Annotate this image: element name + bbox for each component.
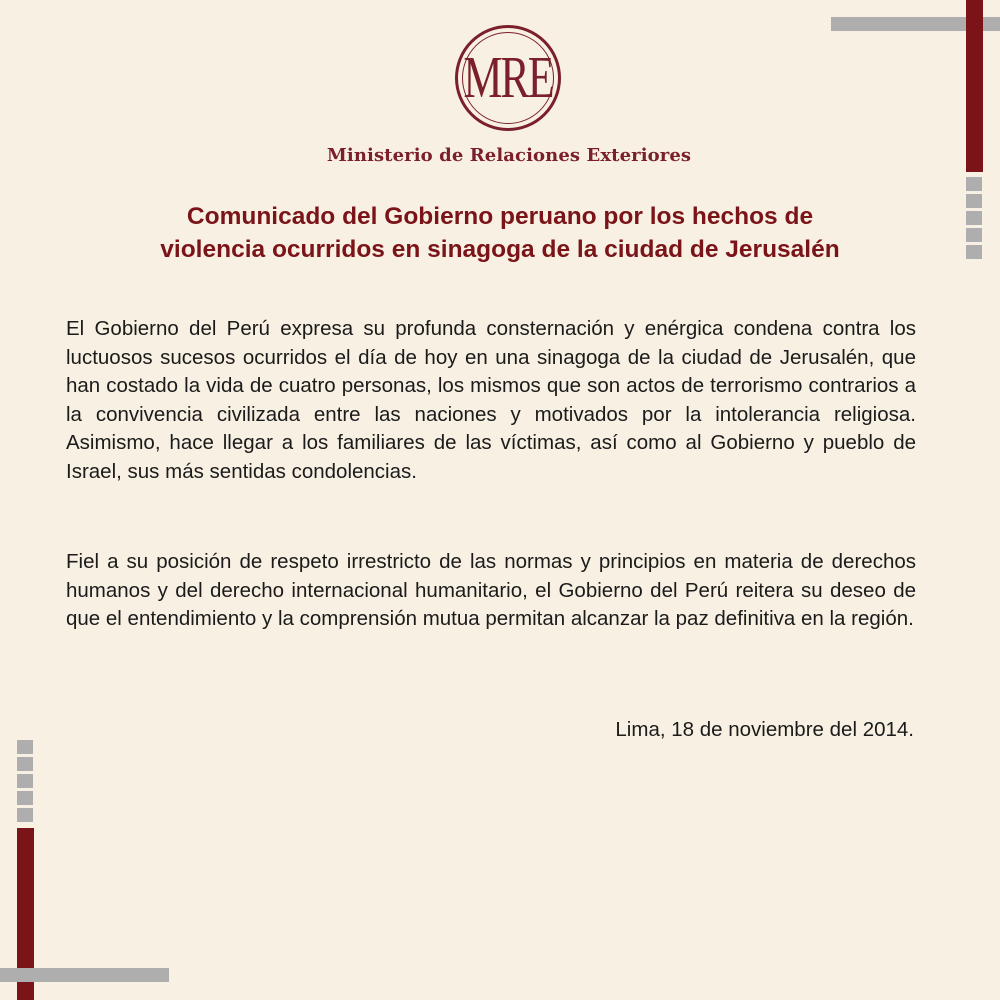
mre-logo-seal xyxy=(455,25,561,131)
decor-bottom-square xyxy=(17,808,33,822)
paragraph-2: Fiel a su posición de respeto irrestricto de las normas y principios en materia de derechos humanos y del derecho internacional humanitario, el Gobierno del Perú reitera su deseo de que el entendimiento y la comprensión mutua permitan alcanzar la paz definitiva en la región. xyxy=(66,550,916,630)
page-title xyxy=(0,200,1000,266)
logo-text: MRE xyxy=(463,43,553,111)
paragraph-1: El Gobierno del Perú expresa su profunda consternación y enérgica condena contra los luctuosos sucesos ocurridos el día de hoy en una sinagoga de la ciudad de Jerusalén, que han costado la vida de cuatro personas, los mismos que son actos de terrorismo contrarios a la convivencia civilizada entre las naciones y motivados por la intolerancia religiosa. Asimismo, hace llegar a los familiares de las víctimas, así como al Gobierno y pueblo de Israel, sus más sentidas condolencias. xyxy=(66,317,916,483)
decor-top-square xyxy=(966,177,982,191)
title-line-1: Comunicado del Gobierno peruano por los hechos de xyxy=(186,203,814,230)
decor-bottom-square xyxy=(17,774,33,788)
decor-bottom-square xyxy=(17,757,33,771)
decor-bottom-square xyxy=(17,791,33,805)
decor-bottom-gray-bar xyxy=(0,968,169,982)
ministry-name: Ministerio de Relaciones Exteriores xyxy=(326,145,692,166)
title-line-2: violencia ocurridos en sinagoga de la ciudad de Jerusalén xyxy=(160,236,840,263)
decor-bottom-square xyxy=(17,740,33,754)
date-line: Lima, 18 de noviembre del 2014. xyxy=(615,718,914,741)
